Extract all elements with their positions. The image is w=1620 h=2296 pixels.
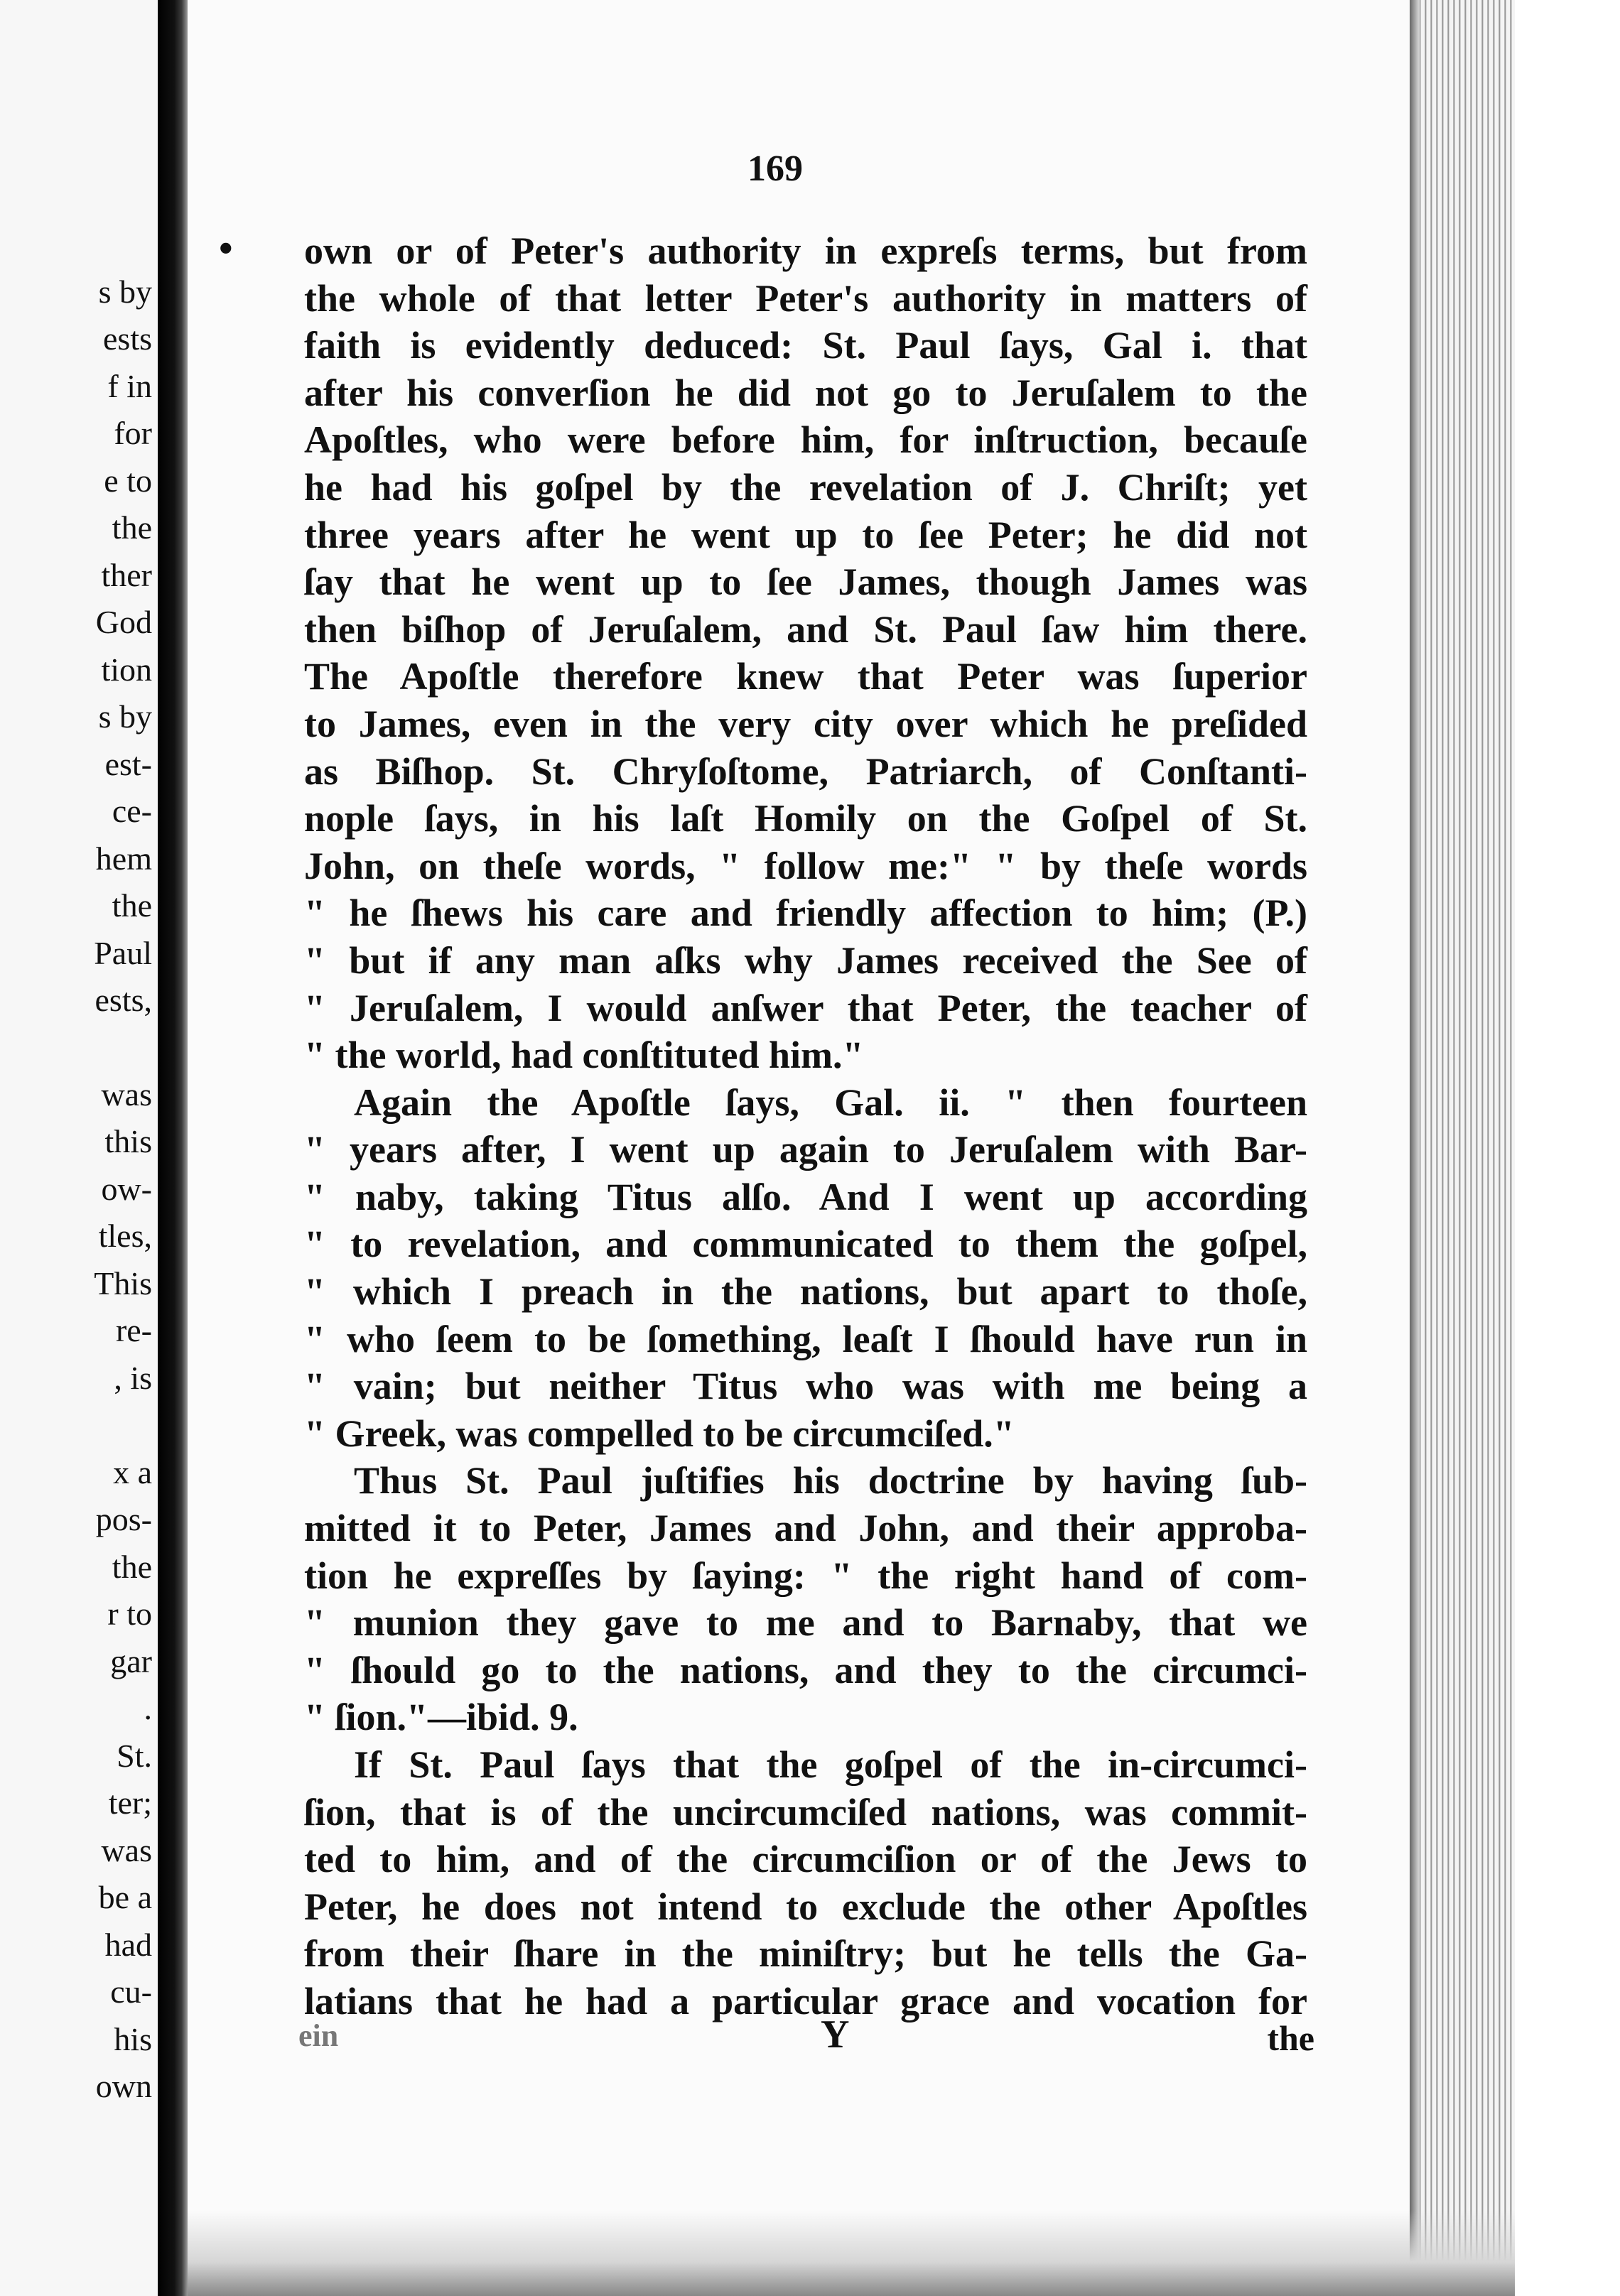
facing-line: r to	[107, 1596, 152, 1632]
facing-line: God	[95, 604, 152, 640]
text-line: " years after, I went up again to Jeruſalem with Bar-	[304, 1128, 1307, 1171]
text-line: the whole of that letter Peter's authority in matters of	[304, 276, 1307, 320]
bleed-through-text: ein	[298, 2018, 339, 2053]
facing-line: pos-	[95, 1501, 152, 1537]
facing-line: tles,	[98, 1218, 152, 1254]
text-line: Thus St. Paul juſtifies his doctrine by having ſub-	[354, 1459, 1307, 1502]
text-line: " Greek, was compelled to be circumciſed."	[304, 1412, 1015, 1455]
text-line: as Biſhop. St. Chryſoſtome, Patriarch, of Conſtanti-	[304, 749, 1307, 793]
text-line: tion he expreſſes by ſaying: " the right hand of com-	[304, 1554, 1307, 1597]
facing-line: tion	[101, 651, 152, 688]
facing-line: s by	[98, 698, 152, 735]
text-line: faith is evidently deduced: St. Paul ſays, Gal i. that	[304, 324, 1307, 367]
text-line: " naby, taking Titus alſo. And I went up according	[304, 1175, 1307, 1218]
facing-line: own	[95, 2068, 152, 2104]
text-line: " munion they gave to me and to Barnaby, that we	[304, 1601, 1307, 1645]
text-line: Peter, he does not intend to exclude the other Apoſtles	[304, 1885, 1307, 1928]
facing-line: had	[104, 1927, 152, 1963]
margin-mark: •	[219, 227, 233, 271]
text-line: " but if any man aſks why James received the See of	[304, 938, 1307, 982]
facing-line: was	[101, 1832, 152, 1868]
facing-line: be a	[98, 1879, 152, 1915]
page-edges	[1410, 0, 1515, 2296]
facing-line: s by	[98, 274, 152, 310]
facing-line: for	[114, 415, 152, 451]
text-line: three years after he went up to ſee Peter; he did not	[304, 513, 1307, 556]
text-line: John, on theſe words, " follow me:" " by theſe words	[304, 844, 1307, 887]
page-footer	[298, 2013, 1314, 2060]
text-line: " to revelation, and communicated to them the goſpel,	[304, 1223, 1307, 1266]
text-line: " ſion."—ibid. 9.	[304, 1696, 578, 1739]
text-line: to James, even in the very city over which he preſided	[304, 702, 1307, 745]
facing-line: .	[144, 1690, 152, 1726]
facing-line: ther	[101, 557, 152, 593]
facing-page	[0, 0, 158, 2296]
text-line: " the world, had conſtituted him."	[304, 1034, 864, 1077]
text-line: from their ſhare in the miniſtry; but he tells the Ga-	[304, 1932, 1307, 1976]
text-line: The Apoſtle therefore knew that Peter was ſuperior	[304, 655, 1307, 698]
facing-line: ests	[103, 320, 152, 357]
facing-line: St.	[117, 1738, 152, 1774]
facing-line: hem	[95, 840, 152, 877]
facing-line: re-	[115, 1312, 152, 1348]
facing-line: ow-	[101, 1171, 152, 1207]
text-line: " Jeruſalem, I would anſwer that Peter, the teacher of	[304, 986, 1307, 1029]
facing-line: the	[112, 887, 152, 924]
text-line: ſay that he went up to ſee James, though James was	[304, 561, 1307, 604]
text-line: " which I preach in the nations, but apart to thoſe,	[304, 1270, 1307, 1314]
page-number: 169	[747, 148, 803, 189]
facing-line: , is	[114, 1360, 152, 1396]
text-line: nople ſays, in his laſt Homily on the Goſpel of St.	[304, 797, 1307, 840]
catchword: the	[1267, 2018, 1314, 2058]
text-line: " vain; but neither Titus who was with me being a	[304, 1365, 1307, 1408]
text-line: ted to him, and of the circumciſion or of the Jews to	[304, 1838, 1307, 1881]
facing-line: this	[104, 1123, 152, 1159]
text-line: " who ſeem to be ſomething, leaſt I ſhould have run in	[304, 1317, 1307, 1360]
facing-line: x a	[113, 1454, 152, 1490]
facing-line: This	[94, 1265, 152, 1301]
text-line: he had his goſpel by the revelation of J. Chriſt; yet	[304, 465, 1307, 509]
facing-line: gar	[110, 1643, 152, 1679]
body-text	[304, 227, 1307, 2025]
signature-mark: Y	[821, 2013, 850, 2057]
text-line: ſion, that is of the uncircumciſed nations, was commit-	[304, 1790, 1307, 1834]
text-line: Apoſtles, who were before him, for inſtruction, becauſe	[304, 418, 1307, 462]
page-bottom-shadow	[188, 2211, 1515, 2296]
text-line: after his converſion he did not go to Jeruſalem to the	[304, 371, 1307, 414]
text-line: Again the Apoſtle ſays, Gal. ii. " then fourteen	[354, 1081, 1307, 1124]
facing-line: ests,	[94, 982, 152, 1018]
facing-line: Paul	[94, 935, 152, 971]
facing-line: f in	[107, 368, 152, 404]
text-line: " he ſhews his care and friendly affection to him; (P.)	[304, 892, 1307, 935]
facing-line: the	[112, 1549, 152, 1585]
facing-line: the	[112, 509, 152, 546]
text-line: mitted it to Peter, James and John, and their approba-	[304, 1507, 1307, 1550]
text-line: " ſhould go to the nations, and they to the circumci-	[304, 1648, 1307, 1691]
facing-line: his	[114, 2021, 152, 2057]
facing-line: ce-	[112, 793, 152, 829]
facing-line: est-	[104, 746, 152, 782]
text-line: latians that he had a particular grace and vocation for	[304, 1979, 1307, 2022]
facing-line: was	[101, 1076, 152, 1112]
text-line: If St. Paul ſays that the goſpel of the in-circumci-	[354, 1743, 1307, 1786]
text-line: then biſhop of Jeruſalem, and St. Paul ſaw him there.	[304, 607, 1307, 651]
facing-line: e to	[104, 462, 152, 499]
facing-line: ter;	[108, 1785, 152, 1821]
book-gutter	[158, 0, 188, 2296]
text-line: own or of Peter's authority in expreſs terms, but from	[304, 229, 1307, 272]
facing-line: cu-	[110, 1973, 152, 2010]
